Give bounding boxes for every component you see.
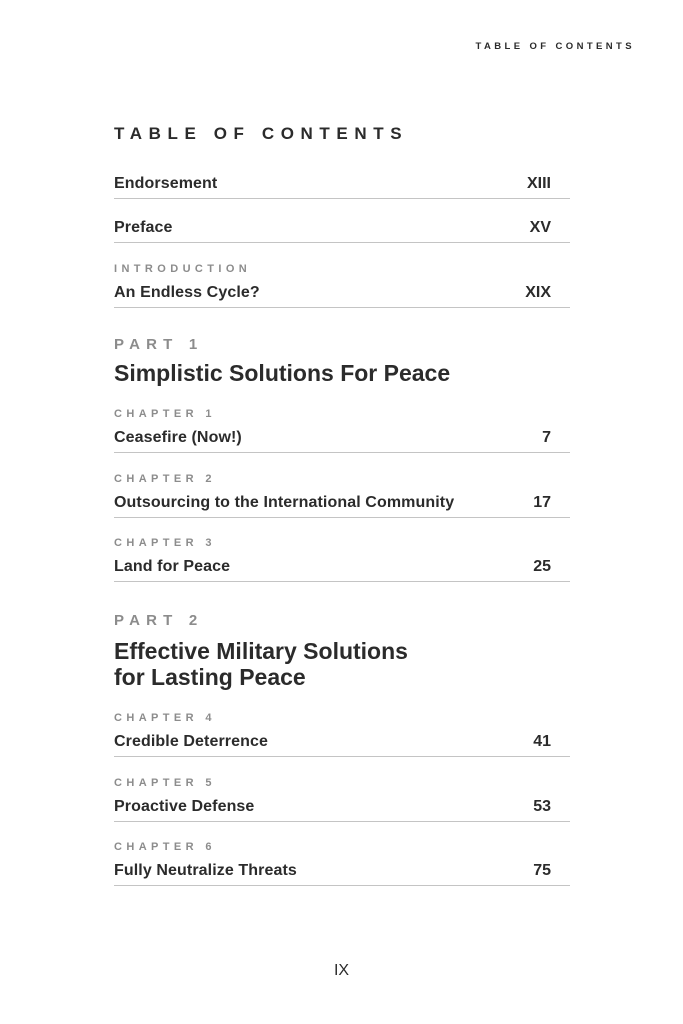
- toc-entry-introduction[interactable]: [114, 282, 570, 308]
- entry-page: 25: [533, 558, 551, 575]
- entry-title: Ceasefire (Now!): [114, 429, 242, 446]
- toc-title: TABLE OF CONTENTS: [114, 124, 409, 143]
- entry-title: Endorsement: [114, 175, 218, 192]
- page-number: IX: [333, 962, 350, 979]
- toc-entry-preface[interactable]: [114, 217, 570, 243]
- entry-title: Fully Neutralize Threats: [114, 862, 297, 879]
- toc-entry-chapter-1[interactable]: [114, 427, 570, 453]
- entry-title: Preface: [114, 219, 173, 236]
- chapter-1-kicker: CHAPTER 1: [114, 408, 216, 420]
- entry-page: XIII: [526, 175, 551, 192]
- toc-entry-chapter-6[interactable]: [114, 860, 570, 886]
- part-title-line: Simplistic Solutions For Peace: [114, 360, 451, 386]
- toc-entry-chapter-5[interactable]: [114, 796, 570, 822]
- toc-entry-endorsement[interactable]: [114, 173, 570, 199]
- entry-page: 7: [542, 429, 551, 446]
- entry-page: 53: [533, 798, 551, 815]
- chapter-3-kicker: CHAPTER 3: [114, 537, 216, 549]
- part-2-title: [114, 638, 408, 690]
- part-1-kicker: PART 1: [114, 336, 204, 353]
- chapter-6-kicker: CHAPTER 6: [114, 841, 216, 853]
- toc-entry-chapter-3[interactable]: [114, 556, 570, 582]
- part-2-kicker: PART 2: [114, 612, 204, 629]
- introduction-kicker: INTRODUCTION: [114, 263, 252, 275]
- entry-title: Outsourcing to the International Community: [114, 494, 455, 511]
- part-title-line: for Lasting Peace: [114, 664, 306, 690]
- entry-page: XIX: [525, 284, 551, 301]
- entry-title: Proactive Defense: [114, 798, 255, 815]
- entry-page: 75: [533, 862, 551, 879]
- entry-title: An Endless Cycle?: [114, 284, 260, 301]
- chapter-5-kicker: CHAPTER 5: [114, 777, 216, 789]
- chapter-4-kicker: CHAPTER 4: [114, 712, 216, 724]
- entry-page: 41: [533, 733, 551, 750]
- entry-page: 17: [533, 494, 551, 511]
- entry-title: Land for Peace: [114, 558, 231, 575]
- entry-page: XV: [529, 219, 551, 236]
- entry-title: Credible Deterrence: [114, 733, 268, 750]
- toc-entry-chapter-2[interactable]: [114, 492, 570, 518]
- part-1-title: [114, 360, 450, 386]
- part-title-line: Effective Military Solutions: [114, 638, 408, 664]
- toc-entry-chapter-4[interactable]: [114, 731, 570, 757]
- chapter-2-kicker: CHAPTER 2: [114, 473, 216, 485]
- running-header: TABLE OF CONTENTS: [475, 41, 635, 52]
